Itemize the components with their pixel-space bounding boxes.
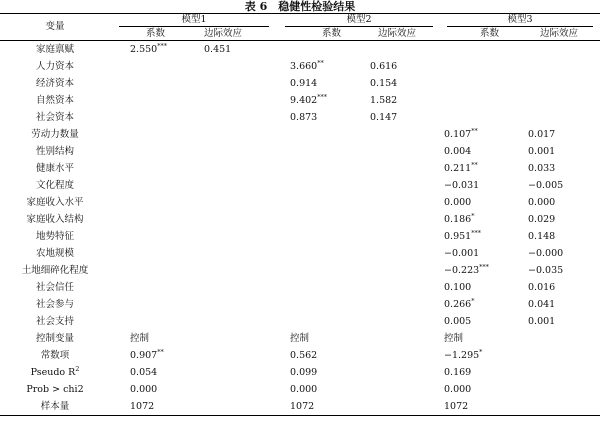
cell-value: 0.147 xyxy=(370,112,398,123)
significance-stars: *** xyxy=(479,263,489,271)
table-cell xyxy=(440,143,522,160)
cell-value: 0.951 xyxy=(444,231,472,242)
cell-value: 0.017 xyxy=(528,129,556,140)
table-cell xyxy=(440,245,522,262)
table-cell xyxy=(192,41,278,59)
cell-value: 0.033 xyxy=(528,163,556,174)
table-cell xyxy=(192,126,278,143)
header-m3-coef: 系数 xyxy=(440,27,522,41)
table-row xyxy=(0,330,600,347)
table-cell xyxy=(110,160,192,177)
header-model-3 xyxy=(440,14,600,28)
table-cell xyxy=(362,347,440,364)
table-cell xyxy=(440,364,522,381)
table-cell xyxy=(522,364,600,381)
table-cell xyxy=(192,330,278,347)
cell-value: −0.000 xyxy=(528,248,564,259)
table-cell xyxy=(522,109,600,126)
header-model-2-label: 模型2 xyxy=(285,14,433,27)
table-cell xyxy=(110,75,192,92)
row-variable-name xyxy=(0,177,110,194)
cell-value: 0.001 xyxy=(528,146,556,157)
table-cell xyxy=(110,228,192,245)
cell-value: −1.295 xyxy=(444,350,480,361)
table-cell xyxy=(440,313,522,330)
table-cell xyxy=(362,228,440,245)
table-cell xyxy=(522,41,600,59)
table-cell xyxy=(278,262,362,279)
row-variable-name xyxy=(0,381,110,398)
table-cell xyxy=(440,177,522,194)
table-cell xyxy=(522,177,600,194)
table-cell xyxy=(278,228,362,245)
row-variable-label: 文化程度 xyxy=(35,180,74,191)
table-cell xyxy=(362,398,440,416)
cell-value: 0.148 xyxy=(528,231,556,242)
table-cell xyxy=(522,347,600,364)
row-variable-name xyxy=(0,228,110,245)
header-model-1 xyxy=(110,14,278,28)
table-row xyxy=(0,364,600,381)
table-cell xyxy=(522,228,600,245)
row-variable-superscript: 2 xyxy=(75,365,80,373)
row-variable-name xyxy=(0,398,110,416)
table-cell xyxy=(440,109,522,126)
table-cell xyxy=(440,75,522,92)
cell-value: 控制 xyxy=(444,333,464,344)
cell-value: 控制 xyxy=(290,333,310,344)
header-model-2 xyxy=(278,14,440,28)
table-cell xyxy=(362,92,440,109)
row-variable-label: 社会资本 xyxy=(35,112,74,123)
row-variable-label: 性别结构 xyxy=(35,146,74,157)
table-cell xyxy=(522,126,600,143)
table-cell xyxy=(362,211,440,228)
table-cell xyxy=(110,296,192,313)
table-cell xyxy=(362,330,440,347)
cell-value: 3.660 xyxy=(290,61,318,72)
table-cell xyxy=(362,160,440,177)
table-cell xyxy=(110,41,192,59)
table-cell xyxy=(278,126,362,143)
table-cell xyxy=(362,262,440,279)
table-cell xyxy=(362,296,440,313)
cell-value: 0.873 xyxy=(290,112,318,123)
row-variable-name xyxy=(0,347,110,364)
row-variable-name xyxy=(0,126,110,143)
row-variable-label: Prob > chi2 xyxy=(26,384,84,395)
table-cell xyxy=(440,279,522,296)
table-cell xyxy=(110,92,192,109)
table-cell xyxy=(110,126,192,143)
table-cell xyxy=(110,194,192,211)
row-variable-name xyxy=(0,75,110,92)
table-cell xyxy=(362,279,440,296)
table-row xyxy=(0,75,600,92)
table-cell xyxy=(440,381,522,398)
table-cell xyxy=(278,41,362,59)
row-variable-label: 地势特征 xyxy=(35,231,74,242)
table-row xyxy=(0,347,600,364)
significance-stars: ** xyxy=(471,127,478,135)
table-cell xyxy=(278,398,362,416)
cell-value: 1.582 xyxy=(370,95,398,106)
cell-value: 0.907 xyxy=(130,350,158,361)
table-cell xyxy=(110,313,192,330)
table-cell xyxy=(522,279,600,296)
table-row xyxy=(0,211,600,228)
significance-stars: ** xyxy=(157,348,164,356)
table-cell xyxy=(522,313,600,330)
cell-value: 0.266 xyxy=(444,299,472,310)
table-cell xyxy=(362,313,440,330)
table-cell xyxy=(440,58,522,75)
row-variable-name xyxy=(0,109,110,126)
table-cell xyxy=(362,245,440,262)
table-cell xyxy=(278,109,362,126)
cell-value: 0.186 xyxy=(444,214,472,225)
table-cell xyxy=(192,296,278,313)
table-cell xyxy=(362,41,440,59)
table-cell xyxy=(440,126,522,143)
table-cell xyxy=(440,296,522,313)
table-cell xyxy=(522,296,600,313)
table-cell xyxy=(192,228,278,245)
cell-value: −0.001 xyxy=(444,248,480,259)
table-cell xyxy=(362,75,440,92)
table-row xyxy=(0,262,600,279)
table-cell xyxy=(110,364,192,381)
table-cell xyxy=(522,381,600,398)
cell-value: 0.099 xyxy=(290,367,318,378)
table-cell xyxy=(192,177,278,194)
row-variable-name xyxy=(0,194,110,211)
row-variable-label: 家庭收入结构 xyxy=(26,214,84,225)
table-cell xyxy=(278,160,362,177)
cell-value: 0.000 xyxy=(444,197,472,208)
table-cell xyxy=(522,262,600,279)
table-cell xyxy=(522,75,600,92)
table-cell xyxy=(278,92,362,109)
table-cell xyxy=(110,177,192,194)
table-cell xyxy=(440,211,522,228)
table-cell xyxy=(110,330,192,347)
row-variable-label: 家庭收入水平 xyxy=(26,197,84,208)
row-variable-label: 样本量 xyxy=(40,401,70,412)
table-cell xyxy=(440,262,522,279)
row-variable-name xyxy=(0,211,110,228)
cell-value: 1072 xyxy=(444,401,469,412)
table-cell xyxy=(362,177,440,194)
table-cell xyxy=(192,279,278,296)
table-row xyxy=(0,143,600,160)
cell-value: 9.402 xyxy=(290,95,318,106)
significance-stars: *** xyxy=(157,42,167,50)
significance-stars: * xyxy=(479,348,483,356)
cell-value: 0.100 xyxy=(444,282,472,293)
table-cell xyxy=(362,143,440,160)
cell-value: 0.054 xyxy=(130,367,158,378)
table-cell xyxy=(440,228,522,245)
cell-value: −0.005 xyxy=(528,180,564,191)
table-cell xyxy=(278,143,362,160)
table-cell xyxy=(522,330,600,347)
row-variable-label: 自然资本 xyxy=(35,95,74,106)
table-cell xyxy=(110,262,192,279)
table-cell xyxy=(192,245,278,262)
header-m2-margin: 边际效应 xyxy=(362,27,440,41)
header-variable: 变量 xyxy=(0,14,110,41)
header-m3-margin: 边际效应 xyxy=(522,27,600,41)
table-caption: 表 6 稳健性检验结果 xyxy=(244,0,356,13)
table-cell xyxy=(522,398,600,416)
table-cell xyxy=(192,109,278,126)
row-variable-name xyxy=(0,313,110,330)
table-cell xyxy=(440,347,522,364)
row-variable-label: 经济资本 xyxy=(35,78,74,89)
cell-value: 1072 xyxy=(290,401,315,412)
table-row xyxy=(0,126,600,143)
cell-value: 0.005 xyxy=(444,316,472,327)
table-cell xyxy=(440,330,522,347)
table-cell xyxy=(110,58,192,75)
table-cell xyxy=(278,75,362,92)
significance-stars: ** xyxy=(471,161,478,169)
header-m1-margin: 边际效应 xyxy=(192,27,278,41)
table-cell xyxy=(278,330,362,347)
cell-value: 0.616 xyxy=(370,61,398,72)
cell-value: 0.000 xyxy=(130,384,158,395)
table-cell xyxy=(192,58,278,75)
table-cell xyxy=(110,109,192,126)
table-cell xyxy=(110,211,192,228)
significance-stars: *** xyxy=(471,229,481,237)
row-variable-name xyxy=(0,279,110,296)
table-cell xyxy=(522,58,600,75)
row-variable-label: 社会信任 xyxy=(35,282,74,293)
table-cell xyxy=(362,194,440,211)
table-cell xyxy=(110,245,192,262)
table-row xyxy=(0,109,600,126)
table-cell xyxy=(110,381,192,398)
cell-value: 0.211 xyxy=(444,163,472,174)
row-variable-label: 劳动力数量 xyxy=(31,129,79,140)
row-variable-name xyxy=(0,364,110,381)
cell-value: 0.562 xyxy=(290,350,318,361)
table-cell xyxy=(278,364,362,381)
table-cell xyxy=(192,347,278,364)
table-row xyxy=(0,194,600,211)
cell-value: 0.029 xyxy=(528,214,556,225)
row-variable-name xyxy=(0,245,110,262)
row-variable-name xyxy=(0,262,110,279)
significance-stars: ** xyxy=(317,59,324,67)
table-cell xyxy=(192,262,278,279)
table-cell xyxy=(278,296,362,313)
table-cell xyxy=(278,313,362,330)
row-variable-label: 控制变量 xyxy=(35,333,74,344)
significance-stars: * xyxy=(471,297,475,305)
table-cell xyxy=(440,41,522,59)
table-cell xyxy=(362,109,440,126)
row-variable-name xyxy=(0,296,110,313)
table-cell xyxy=(192,160,278,177)
table-row xyxy=(0,398,600,416)
table-body xyxy=(0,41,600,416)
table-cell xyxy=(522,211,600,228)
row-variable-label: 家庭禀赋 xyxy=(35,44,74,55)
table-cell xyxy=(278,194,362,211)
significance-stars: *** xyxy=(317,93,327,101)
table-cell xyxy=(522,92,600,109)
row-variable-name xyxy=(0,330,110,347)
table-row xyxy=(0,58,600,75)
robustness-table xyxy=(0,13,600,416)
table-cell xyxy=(278,58,362,75)
table-cell xyxy=(362,381,440,398)
table-cell xyxy=(192,398,278,416)
header-model-3-label: 模型3 xyxy=(447,14,593,27)
table-cell xyxy=(192,211,278,228)
table-row xyxy=(0,313,600,330)
table-row xyxy=(0,245,600,262)
table-cell xyxy=(110,347,192,364)
table-cell xyxy=(192,92,278,109)
table-cell xyxy=(192,143,278,160)
cell-value: 0.016 xyxy=(528,282,556,293)
row-variable-name xyxy=(0,92,110,109)
cell-value: 0.000 xyxy=(290,384,318,395)
row-variable-label: 农地规模 xyxy=(35,248,74,259)
cell-value: 0.169 xyxy=(444,367,472,378)
table-cell xyxy=(440,160,522,177)
row-variable-label: 健康水平 xyxy=(35,163,74,174)
table-cell xyxy=(278,347,362,364)
table-cell xyxy=(278,177,362,194)
cell-value: −0.031 xyxy=(444,180,480,191)
cell-value: 0.004 xyxy=(444,146,472,157)
table-cell xyxy=(110,143,192,160)
row-variable-label: 常数项 xyxy=(40,350,70,361)
significance-stars: * xyxy=(471,212,475,220)
cell-value: 0.154 xyxy=(370,78,398,89)
table-cell xyxy=(110,398,192,416)
row-variable-label: 社会支持 xyxy=(35,316,74,327)
row-variable-label: Pseudo R xyxy=(30,367,76,378)
table-row xyxy=(0,381,600,398)
cell-value: 1072 xyxy=(130,401,155,412)
table-cell xyxy=(522,245,600,262)
cell-value: 0.451 xyxy=(204,44,232,55)
cell-value: 0.000 xyxy=(528,197,556,208)
cell-value: 0.000 xyxy=(444,384,472,395)
table-cell xyxy=(278,381,362,398)
cell-value: 控制 xyxy=(130,333,150,344)
table-cell xyxy=(110,279,192,296)
row-variable-name xyxy=(0,41,110,59)
table-row xyxy=(0,296,600,313)
table-cell xyxy=(192,194,278,211)
row-variable-label: 土地细碎化程度 xyxy=(21,265,89,276)
table-cell xyxy=(192,313,278,330)
table-row xyxy=(0,228,600,245)
table-cell xyxy=(440,194,522,211)
row-variable-label: 人力资本 xyxy=(35,61,74,72)
header-model-1-label: 模型1 xyxy=(119,14,269,27)
cell-value: −0.223 xyxy=(444,265,480,276)
table-cell xyxy=(522,143,600,160)
table-cell xyxy=(278,279,362,296)
table-cell xyxy=(362,58,440,75)
table-row xyxy=(0,160,600,177)
table-cell xyxy=(362,364,440,381)
table-cell xyxy=(192,75,278,92)
row-variable-name xyxy=(0,143,110,160)
table-cell xyxy=(192,364,278,381)
table-row xyxy=(0,279,600,296)
table-cell xyxy=(522,194,600,211)
table-cell xyxy=(440,92,522,109)
table-cell xyxy=(278,211,362,228)
header-m2-coef: 系数 xyxy=(278,27,362,41)
row-variable-name xyxy=(0,160,110,177)
table-row xyxy=(0,177,600,194)
table-cell xyxy=(362,126,440,143)
cell-value: 0.914 xyxy=(290,78,318,89)
table-cell xyxy=(522,160,600,177)
table-row xyxy=(0,92,600,109)
cell-value: 0.107 xyxy=(444,129,472,140)
cell-value: 0.041 xyxy=(528,299,556,310)
table-cell xyxy=(278,245,362,262)
table-cell xyxy=(440,398,522,416)
cell-value: 2.550 xyxy=(130,44,158,55)
table-cell xyxy=(192,381,278,398)
cell-value: 0.001 xyxy=(528,316,556,327)
row-variable-name xyxy=(0,58,110,75)
cell-value: −0.035 xyxy=(528,265,564,276)
row-variable-label: 社会参与 xyxy=(35,299,74,310)
header-m1-coef: 系数 xyxy=(110,27,192,41)
table-row xyxy=(0,41,600,59)
